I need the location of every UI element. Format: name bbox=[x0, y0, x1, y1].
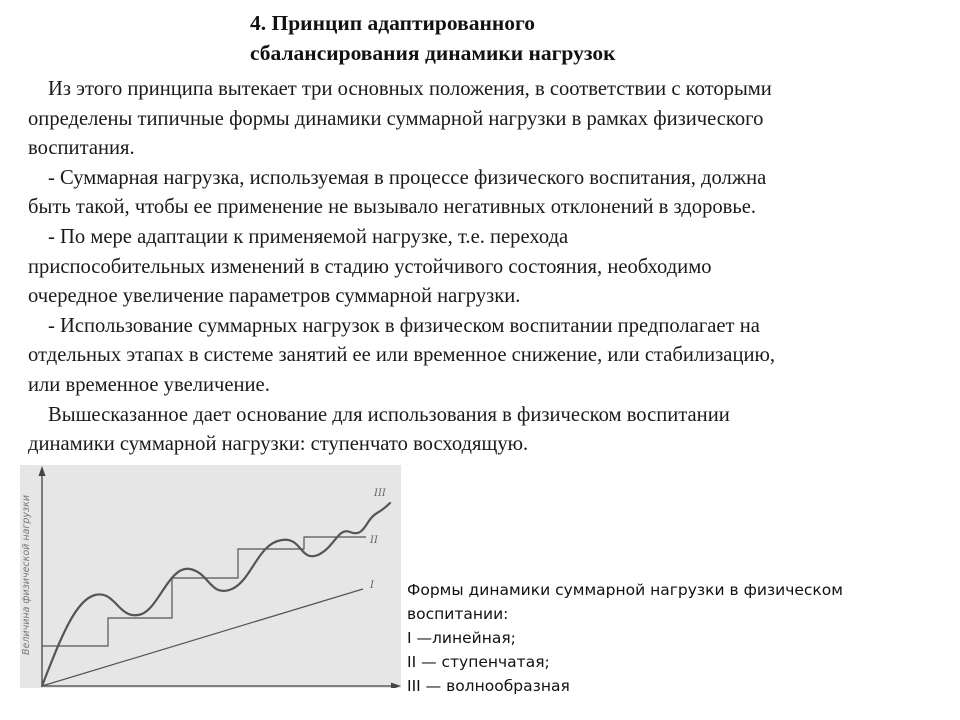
caption-line: II — ступенчатая; bbox=[407, 653, 550, 671]
series-line-I bbox=[42, 589, 363, 686]
body-line: - По мере адаптации к применяемой нагрузке, т.е. перехода bbox=[48, 225, 569, 248]
y-axis-arrow-icon bbox=[39, 466, 46, 476]
chart-caption bbox=[407, 578, 927, 698]
caption-line: воспитании: bbox=[407, 605, 509, 623]
title-line-2: сбалансирования динамики нагрузок bbox=[250, 41, 616, 65]
series-line-III bbox=[42, 503, 390, 686]
body-line: Вышесказанное дает основание для использования в физическом воспитании bbox=[48, 403, 730, 426]
series-line-II bbox=[42, 537, 366, 646]
body-line: или временное увеличение. bbox=[28, 373, 270, 396]
chart-svg bbox=[20, 465, 401, 688]
load-dynamics-chart bbox=[20, 465, 401, 688]
caption-line: I —линейная; bbox=[407, 629, 516, 647]
body-line: быть такой, чтобы ее применение не вызывало негативных отклонений в здоровье. bbox=[28, 196, 757, 219]
series-label-III: III bbox=[374, 488, 386, 499]
body-line: воспитания. bbox=[28, 137, 135, 160]
body-line: Из этого принципа вытекает три основных положения, в соответствии с которыми bbox=[48, 78, 772, 100]
x-axis-arrow-icon bbox=[391, 683, 401, 689]
body-line: определены типичные формы динамики суммарной нагрузки в рамках физического bbox=[28, 107, 764, 130]
body-line: динамики суммарной нагрузки: ступенчато восходящую. bbox=[28, 433, 529, 456]
body-line: приспособительных изменений в стадию устойчивого состояния, необходимо bbox=[28, 255, 712, 278]
body-line: отдельных этапах в системе занятий ее или временное снижение, или стабилизацию, bbox=[28, 344, 776, 367]
slide-title bbox=[250, 8, 770, 68]
title-line-1: 4. Принцип адаптированного bbox=[250, 11, 535, 35]
body-line: очередное увеличение параметров суммарной нагрузки. bbox=[28, 285, 521, 308]
body-line: - Суммарная нагрузка, используемая в процессе физического воспитания, должна bbox=[48, 166, 767, 189]
body-line: - Использование суммарных нагрузок в физическом воспитании предполагает на bbox=[48, 314, 760, 337]
caption-line: Формы динамики суммарной нагрузки в физическом bbox=[407, 581, 843, 599]
series-label-I: I bbox=[370, 580, 374, 591]
y-axis-label: Величина физической нагрузки bbox=[21, 494, 32, 656]
body-text bbox=[28, 75, 948, 460]
caption-line: III — волнообразная bbox=[407, 677, 570, 695]
series-label-II: II bbox=[370, 535, 378, 546]
